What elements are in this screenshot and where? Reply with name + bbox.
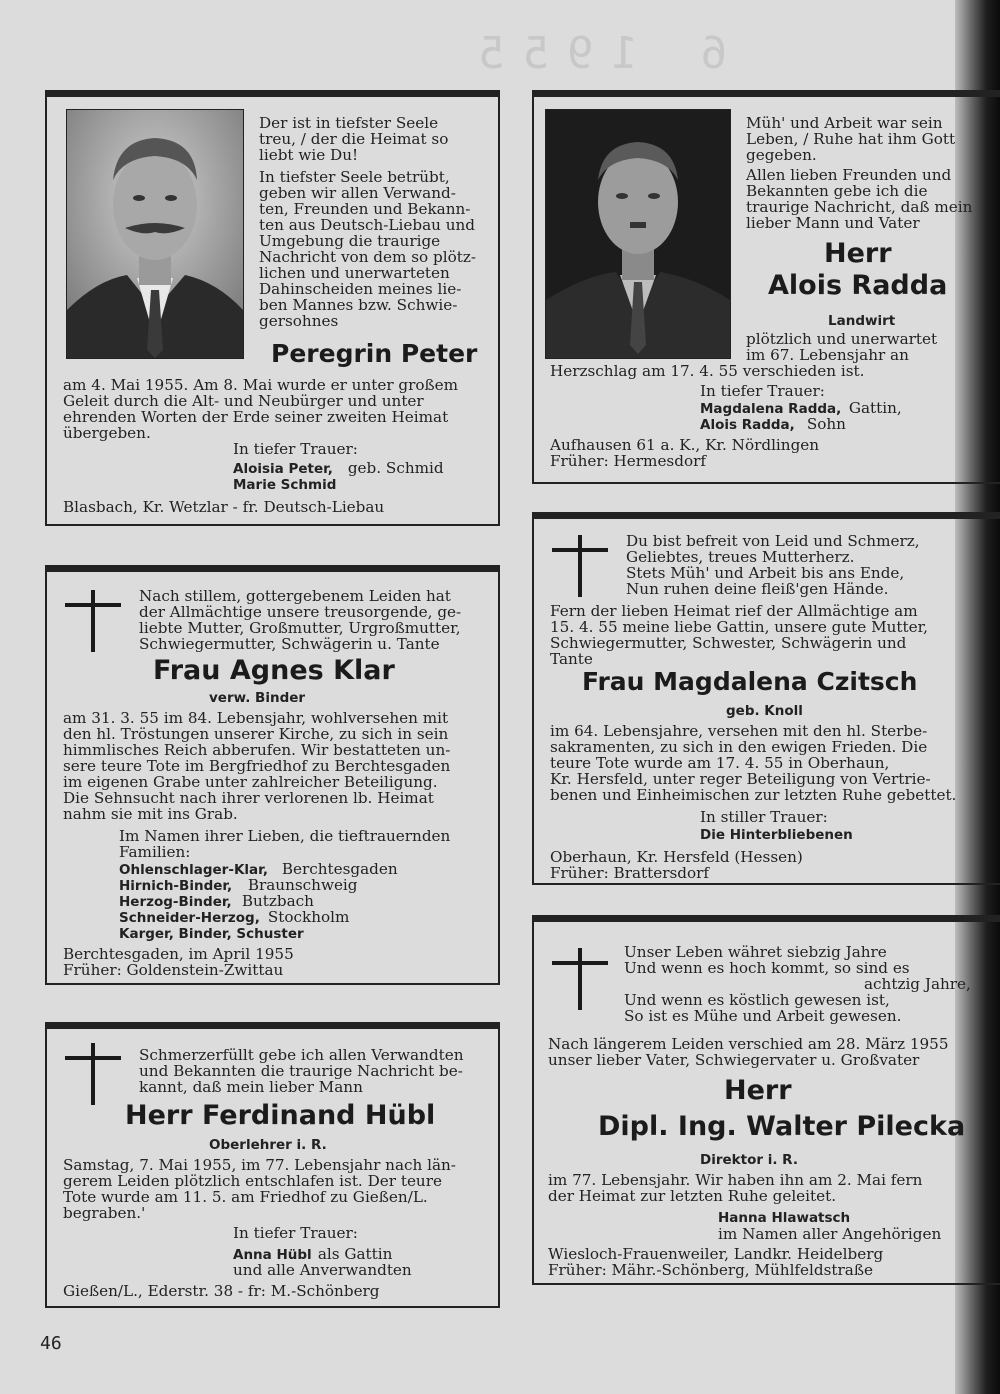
subtitle: verw. Binder — [209, 690, 306, 706]
intro-line: In tiefster Seele betrübt, — [259, 168, 450, 186]
cross-icon — [65, 1043, 121, 1105]
honorific: Herr — [724, 1075, 792, 1106]
verse-line: gegeben. — [746, 146, 817, 164]
obituary-huebl — [45, 1022, 500, 1308]
verse-line: treu, / der die Heimat so — [259, 130, 449, 148]
verse-line: Leben, / Ruhe hat ihm Gott — [746, 130, 956, 148]
place-line: Berchtesgaden, im April 1955 — [63, 945, 294, 963]
mourner-detail: im Namen aller Angehörigen — [718, 1225, 942, 1243]
body-line: sere teure Tote im Bergfriedhof zu Berchtesgaden — [63, 757, 451, 775]
body-line: im eigenen Grabe unter zahlreicher Beteiligung. — [63, 773, 438, 791]
body-line: im 77. Lebensjahr. Wir haben ihn am 2. Mai fern — [548, 1171, 923, 1189]
intro-line: liebte Mutter, Großmutter, Urgroßmutter, — [139, 619, 461, 637]
body-line: himmlisches Reich abberufen. Wir bestatteten un- — [63, 741, 451, 759]
portrait-photo-peter — [66, 109, 244, 359]
subtitle: Direktor i. R. — [700, 1152, 798, 1168]
family-place: Braunschweig — [243, 876, 358, 894]
place-line: Gießen/L., Ederstr. 38 - fr: M.-Schönberg — [63, 1282, 380, 1300]
body-line: am 4. Mai 1955. Am 8. Mai wurde er unter großem — [63, 376, 459, 394]
honorific: Herr — [824, 238, 892, 269]
cross-icon — [552, 948, 608, 1010]
obituary-klar — [45, 565, 500, 985]
body-line: plötzlich und unerwartet — [746, 330, 938, 348]
mourner-name: Die Hinterbliebenen — [700, 827, 853, 843]
intro-line: Umgebung die traurige — [259, 232, 441, 250]
deceased-name: Frau Magdalena Czitsch — [582, 667, 918, 696]
intro-line: Schwiegermutter, Schwägerin u. Tante — [139, 635, 440, 653]
former-home: Früher: Hermesdorf — [550, 452, 706, 470]
mourner-name: Anna Hübl — [233, 1247, 312, 1263]
verse-line: Und wenn es köstlich gewesen ist, — [624, 991, 890, 1009]
obituary-radda — [532, 90, 1000, 484]
intro-line: Nachricht von dem so plötz- — [259, 248, 476, 266]
mourning-heading: In tiefer Trauer: — [233, 1224, 358, 1242]
verse-line: Nun ruhen deine fleiß'gen Hände. — [626, 580, 889, 598]
mourning-heading: In tiefer Trauer: — [700, 382, 825, 400]
family-name: Karger, Binder, Schuster — [119, 926, 304, 942]
verse-line: So ist es Mühe und Arbeit gewesen. — [624, 1007, 902, 1025]
mourner-name: Hanna Hlawatsch — [718, 1210, 851, 1226]
subtitle: Oberlehrer i. R. — [209, 1137, 327, 1153]
intro-line: Allen lieben Freunden und — [746, 166, 952, 184]
subtitle: geb. Knoll — [726, 703, 803, 719]
intro-line: ten aus Deutsch-Liebau und — [259, 216, 476, 234]
intro-line: Nach stillem, gottergebenem Leiden hat — [139, 587, 451, 605]
place-line: Aufhausen 61 a. K., Kr. Nördlingen — [550, 436, 820, 454]
intro-line: Tante — [550, 650, 593, 668]
intro-line: ten, Freunden und Bekann- — [259, 200, 471, 218]
family-place: Butzbach — [237, 892, 314, 910]
body-line: übergeben. — [63, 424, 151, 442]
deceased-name: Peregrin Peter — [271, 339, 478, 368]
intro-line: Fern der lieben Heimat rief der Allmächtige am — [550, 602, 918, 620]
former-home: Früher: Goldenstein-Zwittau — [63, 961, 284, 979]
verse-line: Und wenn es hoch kommt, so sind es — [624, 959, 910, 977]
place-line: Wiesloch-Frauenweiler, Landkr. Heidelberg — [548, 1245, 884, 1263]
body-line: am 31. 3. 55 im 84. Lebensjahr, wohlversehen mit — [63, 709, 449, 727]
mourning-heading: In stiller Trauer: — [700, 808, 828, 826]
mourner-name: Marie Schmid — [233, 477, 337, 493]
body-line: teure Tote wurde am 17. 4. 55 in Oberhaun, — [550, 754, 890, 772]
date-stamp: 6 1955 — [460, 28, 727, 79]
intro-line: Bekannten gebe ich die — [746, 182, 928, 200]
body-line: Samstag, 7. Mai 1955, im 77. Lebensjahr nach län- — [63, 1156, 456, 1174]
body-line: Tote wurde am 11. 5. am Friedhof zu Gießen/L. — [63, 1188, 428, 1206]
intro-line: gersohnes — [259, 312, 339, 330]
mourner-detail: Sohn — [802, 415, 846, 433]
place-line: Blasbach, Kr. Wetzlar - fr. Deutsch-Liebau — [63, 498, 385, 516]
intro-line: und Bekannten die traurige Nachricht be- — [139, 1062, 463, 1080]
intro-line: Nach längerem Leiden verschied am 28. März 1955 — [548, 1035, 949, 1053]
obituary-czitsch — [532, 512, 1000, 885]
intro-line: geben wir allen Verwand- — [259, 184, 456, 202]
verse-line: Müh' und Arbeit war sein — [746, 114, 943, 132]
intro-line: lieber Mann und Vater — [746, 214, 920, 232]
body-line: Kr. Hersfeld, unter reger Beteiligung von Vertrie- — [550, 770, 931, 788]
family-name: Schneider-Herzog, — [119, 910, 260, 926]
former-home: Früher: Mähr.-Schönberg, Mühlfeldstraße — [548, 1261, 873, 1279]
body-line: Geleit durch die Alt- und Neubürger und unter — [63, 392, 424, 410]
occupation: Landwirt — [828, 313, 896, 329]
obituary-peter — [45, 90, 500, 526]
body-line: begraben.' — [63, 1204, 146, 1222]
intro-line: traurige Nachricht, daß mein — [746, 198, 973, 216]
deceased-name: Dipl. Ing. Walter Pilecka — [598, 1111, 966, 1142]
intro-line: Schmerzerfüllt gebe ich allen Verwandten — [139, 1046, 464, 1064]
mourner-name: Alois Radda, — [700, 417, 795, 433]
intro-line: Dahinscheiden meines lie- — [259, 280, 462, 298]
mourner-detail: und alle Anverwandten — [233, 1261, 412, 1279]
body-line: im 67. Lebensjahr an — [746, 346, 909, 364]
body-line: Herzschlag am 17. 4. 55 verschieden ist. — [550, 362, 865, 380]
verse-line: achtzig Jahre, — [864, 975, 971, 993]
portrait-photo-radda — [545, 109, 731, 359]
cross-icon — [65, 590, 121, 652]
mourning-line: Im Namen ihrer Lieben, die tieftrauernden — [119, 827, 451, 845]
body-line: sakramenten, zu sich in den ewigen Frieden. Die — [550, 738, 928, 756]
intro-line: Schwiegermutter, Schwester, Schwägerin und — [550, 634, 907, 652]
family-place: Stockholm — [263, 908, 350, 926]
obituary-pilecka — [532, 915, 1000, 1285]
family-name: Herzog-Binder, — [119, 894, 232, 910]
family-place: Berchtesgaden — [277, 860, 398, 878]
former-home: Früher: Brattersdorf — [550, 864, 710, 882]
verse-line: Stets Müh' und Arbeit bis ans Ende, — [626, 564, 905, 582]
verse-line: Unser Leben währet siebzig Jahre — [624, 943, 887, 961]
mourner-name: Magdalena Radda, — [700, 401, 842, 417]
mourner-name: Aloisia Peter, — [233, 461, 333, 477]
body-line: ehrenden Worten der Erde seiner zweiten Heimat — [63, 408, 449, 426]
body-line: gerem Leiden plötzlich entschlafen ist. Der teure — [63, 1172, 442, 1190]
family-name: Ohlenschlager-Klar, — [119, 862, 268, 878]
deceased-name: Alois Radda — [768, 270, 948, 301]
body-line: nahm sie mit ins Grab. — [63, 805, 238, 823]
body-line: benen und Einheimischen zur letzten Ruhe gebettet. — [550, 786, 957, 804]
mourner-detail: geb. Schmid — [343, 459, 444, 477]
body-line: Die Sehnsucht nach ihrer verlorenen lb. Heimat — [63, 789, 434, 807]
intro-line: kannt, daß mein lieber Mann — [139, 1078, 363, 1096]
intro-line: unser lieber Vater, Schwiegervater u. Großvater — [548, 1051, 920, 1069]
mourning-line: Familien: — [119, 843, 191, 861]
verse-line: Der ist in tiefster Seele — [259, 114, 439, 132]
mourner-detail: als Gattin — [313, 1245, 393, 1263]
family-name: Hirnich-Binder, — [119, 878, 233, 894]
deceased-name: Frau Agnes Klar — [153, 655, 395, 686]
place-line: Oberhaun, Kr. Hersfeld (Hessen) — [550, 848, 803, 866]
cross-icon — [552, 535, 608, 597]
intro-line: der Allmächtige unsere treusorgende, ge- — [139, 603, 462, 621]
mourner-detail: Gattin, — [844, 399, 902, 417]
verse-line: liebt wie Du! — [259, 146, 359, 164]
page-number: 46 — [40, 1333, 62, 1354]
verse-line: Geliebtes, treues Mutterherz. — [626, 548, 855, 566]
mourning-heading: In tiefer Trauer: — [233, 440, 358, 458]
body-line: der Heimat zur letzten Ruhe geleitet. — [548, 1187, 837, 1205]
deceased-name: Herr Ferdinand Hübl — [125, 1100, 436, 1131]
intro-line: lichen und unerwarteten — [259, 264, 450, 282]
verse-line: Du bist befreit von Leid und Schmerz, — [626, 532, 920, 550]
body-line: im 64. Lebensjahre, versehen mit den hl. Sterbe- — [550, 722, 928, 740]
intro-line: 15. 4. 55 meine liebe Gattin, unsere gute Mutter, — [550, 618, 929, 636]
body-line: den hl. Tröstungen unserer Kirche, zu sich in sein — [63, 725, 449, 743]
intro-line: ben Mannes bzw. Schwie- — [259, 296, 458, 314]
